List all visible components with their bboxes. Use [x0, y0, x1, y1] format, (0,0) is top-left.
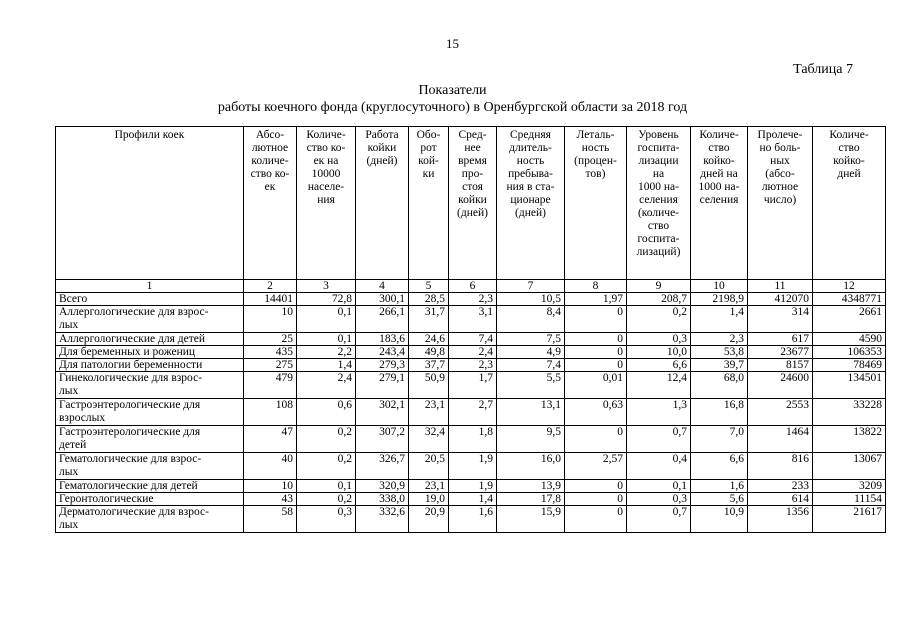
row-value-col-5: 19,0 [409, 493, 449, 506]
row-value-col-12: 3209 [813, 480, 886, 493]
row-value-col-8: 0 [565, 306, 627, 333]
row-value-col-2: 10 [244, 306, 297, 333]
row-value-col-3: 0,1 [297, 480, 356, 493]
column-number-2: 2 [244, 280, 297, 293]
table-row [56, 346, 886, 359]
row-value-col-2: 43 [244, 493, 297, 506]
column-header-4: Работа койки (дней) [356, 127, 409, 280]
row-value-col-4: 338,0 [356, 493, 409, 506]
row-value-col-2: 479 [244, 372, 297, 399]
row-value-col-12: 78469 [813, 359, 886, 372]
row-value-col-11: 23677 [748, 346, 813, 359]
row-profile-name: Аллергологические для взрос- лых [56, 306, 244, 333]
row-value-col-7: 9,5 [497, 426, 565, 453]
row-value-col-8: 0 [565, 346, 627, 359]
column-header-12: Количе- ство койко- дней [813, 127, 886, 280]
row-value-col-2: 47 [244, 426, 297, 453]
row-value-col-3: 0,1 [297, 306, 356, 333]
row-value-col-3: 0,3 [297, 506, 356, 533]
table-row [56, 359, 886, 372]
row-value-col-3: 0,6 [297, 399, 356, 426]
row-value-col-3: 0,2 [297, 493, 356, 506]
row-value-col-2: 10 [244, 480, 297, 493]
row-value-col-8: 0,01 [565, 372, 627, 399]
row-value-col-8: 0 [565, 359, 627, 372]
table-row [56, 306, 886, 333]
row-value-col-6: 1,9 [449, 480, 497, 493]
row-value-col-2: 25 [244, 333, 297, 346]
row-profile-name: Для патологии беременности [56, 359, 244, 372]
table-row [56, 506, 886, 533]
row-value-col-9: 6,6 [627, 359, 691, 372]
row-profile-name: Дерматологические для взрос- лых [56, 506, 244, 533]
table-label: Таблица 7 [793, 62, 853, 77]
row-value-col-8: 0 [565, 506, 627, 533]
row-value-col-12: 134501 [813, 372, 886, 399]
row-value-col-8: 0 [565, 333, 627, 346]
row-value-col-3: 2,4 [297, 372, 356, 399]
row-profile-name: Геронтологические [56, 493, 244, 506]
row-value-col-9: 208,7 [627, 293, 691, 306]
column-number-9: 9 [627, 280, 691, 293]
row-value-col-9: 0,4 [627, 453, 691, 480]
row-value-col-7: 7,4 [497, 359, 565, 372]
row-value-col-11: 412070 [748, 293, 813, 306]
row-value-col-6: 1,8 [449, 426, 497, 453]
row-value-col-3: 2,2 [297, 346, 356, 359]
row-value-col-7: 7,5 [497, 333, 565, 346]
column-header-6: Сред- нее время про- стоя койки (дней) [449, 127, 497, 280]
row-value-col-5: 49,8 [409, 346, 449, 359]
row-value-col-4: 300,1 [356, 293, 409, 306]
row-value-col-10: 6,6 [691, 453, 748, 480]
row-value-col-8: 0,63 [565, 399, 627, 426]
row-value-col-2: 108 [244, 399, 297, 426]
row-value-col-6: 2,3 [449, 293, 497, 306]
row-value-col-11: 1356 [748, 506, 813, 533]
row-value-col-10: 7,0 [691, 426, 748, 453]
row-value-col-4: 279,1 [356, 372, 409, 399]
column-header-11: Пролече- но боль- ных (абсо- лютное число) [748, 127, 813, 280]
row-value-col-10: 5,6 [691, 493, 748, 506]
row-profile-name: Гинекологические для взрос- лых [56, 372, 244, 399]
row-value-col-9: 0,7 [627, 506, 691, 533]
row-value-col-8: 1,97 [565, 293, 627, 306]
column-number-row [56, 280, 886, 293]
row-value-col-10: 53,8 [691, 346, 748, 359]
row-value-col-10: 68,0 [691, 372, 748, 399]
row-value-col-5: 20,5 [409, 453, 449, 480]
row-value-col-9: 0,2 [627, 306, 691, 333]
row-value-col-12: 13822 [813, 426, 886, 453]
row-value-col-3: 1,4 [297, 359, 356, 372]
row-value-col-9: 0,3 [627, 333, 691, 346]
row-value-col-12: 4348771 [813, 293, 886, 306]
row-value-col-9: 0,3 [627, 493, 691, 506]
column-header-7: Средняя длитель- ность пребыва- ния в ста- ционаре (дней) [497, 127, 565, 280]
column-number-10: 10 [691, 280, 748, 293]
row-value-col-9: 12,4 [627, 372, 691, 399]
row-value-col-3: 0,1 [297, 333, 356, 346]
row-value-col-12: 33228 [813, 399, 886, 426]
row-value-col-6: 3,1 [449, 306, 497, 333]
row-value-col-6: 1,7 [449, 372, 497, 399]
row-value-col-5: 50,9 [409, 372, 449, 399]
row-value-col-11: 8157 [748, 359, 813, 372]
row-value-col-10: 2,3 [691, 333, 748, 346]
column-number-7: 7 [497, 280, 565, 293]
title-line-2: работы коечного фонда (круглосуточного) в Оренбургской области за 2018 год [217, 100, 688, 115]
row-value-col-4: 266,1 [356, 306, 409, 333]
row-value-col-6: 2,3 [449, 359, 497, 372]
row-value-col-4: 326,7 [356, 453, 409, 480]
row-value-col-6: 7,4 [449, 333, 497, 346]
row-value-col-8: 0 [565, 426, 627, 453]
column-number-6: 6 [449, 280, 497, 293]
row-value-col-5: 20,9 [409, 506, 449, 533]
row-value-col-5: 37,7 [409, 359, 449, 372]
row-value-col-2: 275 [244, 359, 297, 372]
row-value-col-4: 279,3 [356, 359, 409, 372]
row-value-col-11: 816 [748, 453, 813, 480]
row-value-col-2: 58 [244, 506, 297, 533]
row-value-col-10: 1,4 [691, 306, 748, 333]
row-value-col-7: 4,9 [497, 346, 565, 359]
row-value-col-11: 314 [748, 306, 813, 333]
title-line-1: Показатели [418, 83, 487, 98]
table-row [56, 333, 886, 346]
column-number-11: 11 [748, 280, 813, 293]
row-value-col-7: 8,4 [497, 306, 565, 333]
page-number: 15 [446, 36, 459, 51]
column-header-5: Обо- рот кой- ки [409, 127, 449, 280]
row-value-col-7: 17,8 [497, 493, 565, 506]
table-row [56, 426, 886, 453]
row-value-col-5: 28,5 [409, 293, 449, 306]
row-value-col-5: 24,6 [409, 333, 449, 346]
row-value-col-4: 332,6 [356, 506, 409, 533]
row-value-col-5: 32,4 [409, 426, 449, 453]
row-value-col-12: 4590 [813, 333, 886, 346]
row-value-col-6: 2,7 [449, 399, 497, 426]
row-value-col-11: 614 [748, 493, 813, 506]
column-number-8: 8 [565, 280, 627, 293]
row-value-col-4: 243,4 [356, 346, 409, 359]
row-value-col-10: 16,8 [691, 399, 748, 426]
row-value-col-11: 1464 [748, 426, 813, 453]
row-value-col-11: 2553 [748, 399, 813, 426]
row-value-col-5: 23,1 [409, 399, 449, 426]
row-value-col-9: 10,0 [627, 346, 691, 359]
row-value-col-3: 0,2 [297, 426, 356, 453]
table-row [56, 372, 886, 399]
row-value-col-11: 233 [748, 480, 813, 493]
row-value-col-2: 435 [244, 346, 297, 359]
table-row [56, 293, 886, 306]
row-profile-name: Гастроэнтерологические для детей [56, 426, 244, 453]
row-value-col-10: 10,9 [691, 506, 748, 533]
row-value-col-12: 11154 [813, 493, 886, 506]
row-value-col-8: 0 [565, 480, 627, 493]
column-header-8: Леталь- ность (процен- тов) [565, 127, 627, 280]
row-value-col-7: 16,0 [497, 453, 565, 480]
row-value-col-2: 40 [244, 453, 297, 480]
column-number-5: 5 [409, 280, 449, 293]
table-title [0, 82, 905, 116]
row-value-col-9: 1,3 [627, 399, 691, 426]
column-header-2: Абсо- лютное количе- ство ко- ек [244, 127, 297, 280]
row-value-col-10: 2198,9 [691, 293, 748, 306]
row-value-col-7: 13,9 [497, 480, 565, 493]
header-row [56, 127, 886, 280]
row-value-col-10: 39,7 [691, 359, 748, 372]
bed-fund-table [55, 126, 886, 533]
row-value-col-8: 2,57 [565, 453, 627, 480]
row-value-col-6: 1,6 [449, 506, 497, 533]
column-number-12: 12 [813, 280, 886, 293]
row-value-col-3: 72,8 [297, 293, 356, 306]
row-value-col-4: 183,6 [356, 333, 409, 346]
row-value-col-4: 320,9 [356, 480, 409, 493]
column-header-3: Количе- ство ко- ек на 10000 населе- ния [297, 127, 356, 280]
row-profile-name: Для беременных и рожениц [56, 346, 244, 359]
row-value-col-6: 1,4 [449, 493, 497, 506]
table-row [56, 399, 886, 426]
column-header-9: Уровень госпита- лизации на 1000 на- селения (количе- ство госпита- лизаций) [627, 127, 691, 280]
row-value-col-2: 14401 [244, 293, 297, 306]
row-profile-name: Аллергологические для детей [56, 333, 244, 346]
row-value-col-9: 0,7 [627, 426, 691, 453]
row-value-col-4: 307,2 [356, 426, 409, 453]
row-value-col-5: 31,7 [409, 306, 449, 333]
row-value-col-8: 0 [565, 493, 627, 506]
row-value-col-12: 21617 [813, 506, 886, 533]
row-value-col-7: 10,5 [497, 293, 565, 306]
row-value-col-7: 13,1 [497, 399, 565, 426]
row-value-col-9: 0,1 [627, 480, 691, 493]
row-value-col-11: 617 [748, 333, 813, 346]
column-number-1: 1 [56, 280, 244, 293]
row-value-col-3: 0,2 [297, 453, 356, 480]
row-profile-name: Гематологические для детей [56, 480, 244, 493]
row-value-col-5: 23,1 [409, 480, 449, 493]
column-header-10: Количе- ство койко- дней на 1000 на- селения [691, 127, 748, 280]
table-row [56, 480, 886, 493]
row-value-col-10: 1,6 [691, 480, 748, 493]
table-row [56, 453, 886, 480]
column-header-1: Профили коек [56, 127, 244, 280]
row-value-col-7: 5,5 [497, 372, 565, 399]
row-value-col-12: 13067 [813, 453, 886, 480]
table-row [56, 493, 886, 506]
row-value-col-12: 2661 [813, 306, 886, 333]
row-profile-name: Гематологические для взрос- лых [56, 453, 244, 480]
row-value-col-7: 15,9 [497, 506, 565, 533]
row-profile-name: Гастроэнтерологические для взрослых [56, 399, 244, 426]
row-value-col-6: 1,9 [449, 453, 497, 480]
row-value-col-11: 24600 [748, 372, 813, 399]
row-value-col-6: 2,4 [449, 346, 497, 359]
row-profile-name: Всего [56, 293, 244, 306]
column-number-4: 4 [356, 280, 409, 293]
table-body [56, 293, 886, 533]
column-number-3: 3 [297, 280, 356, 293]
row-value-col-4: 302,1 [356, 399, 409, 426]
row-value-col-12: 106353 [813, 346, 886, 359]
